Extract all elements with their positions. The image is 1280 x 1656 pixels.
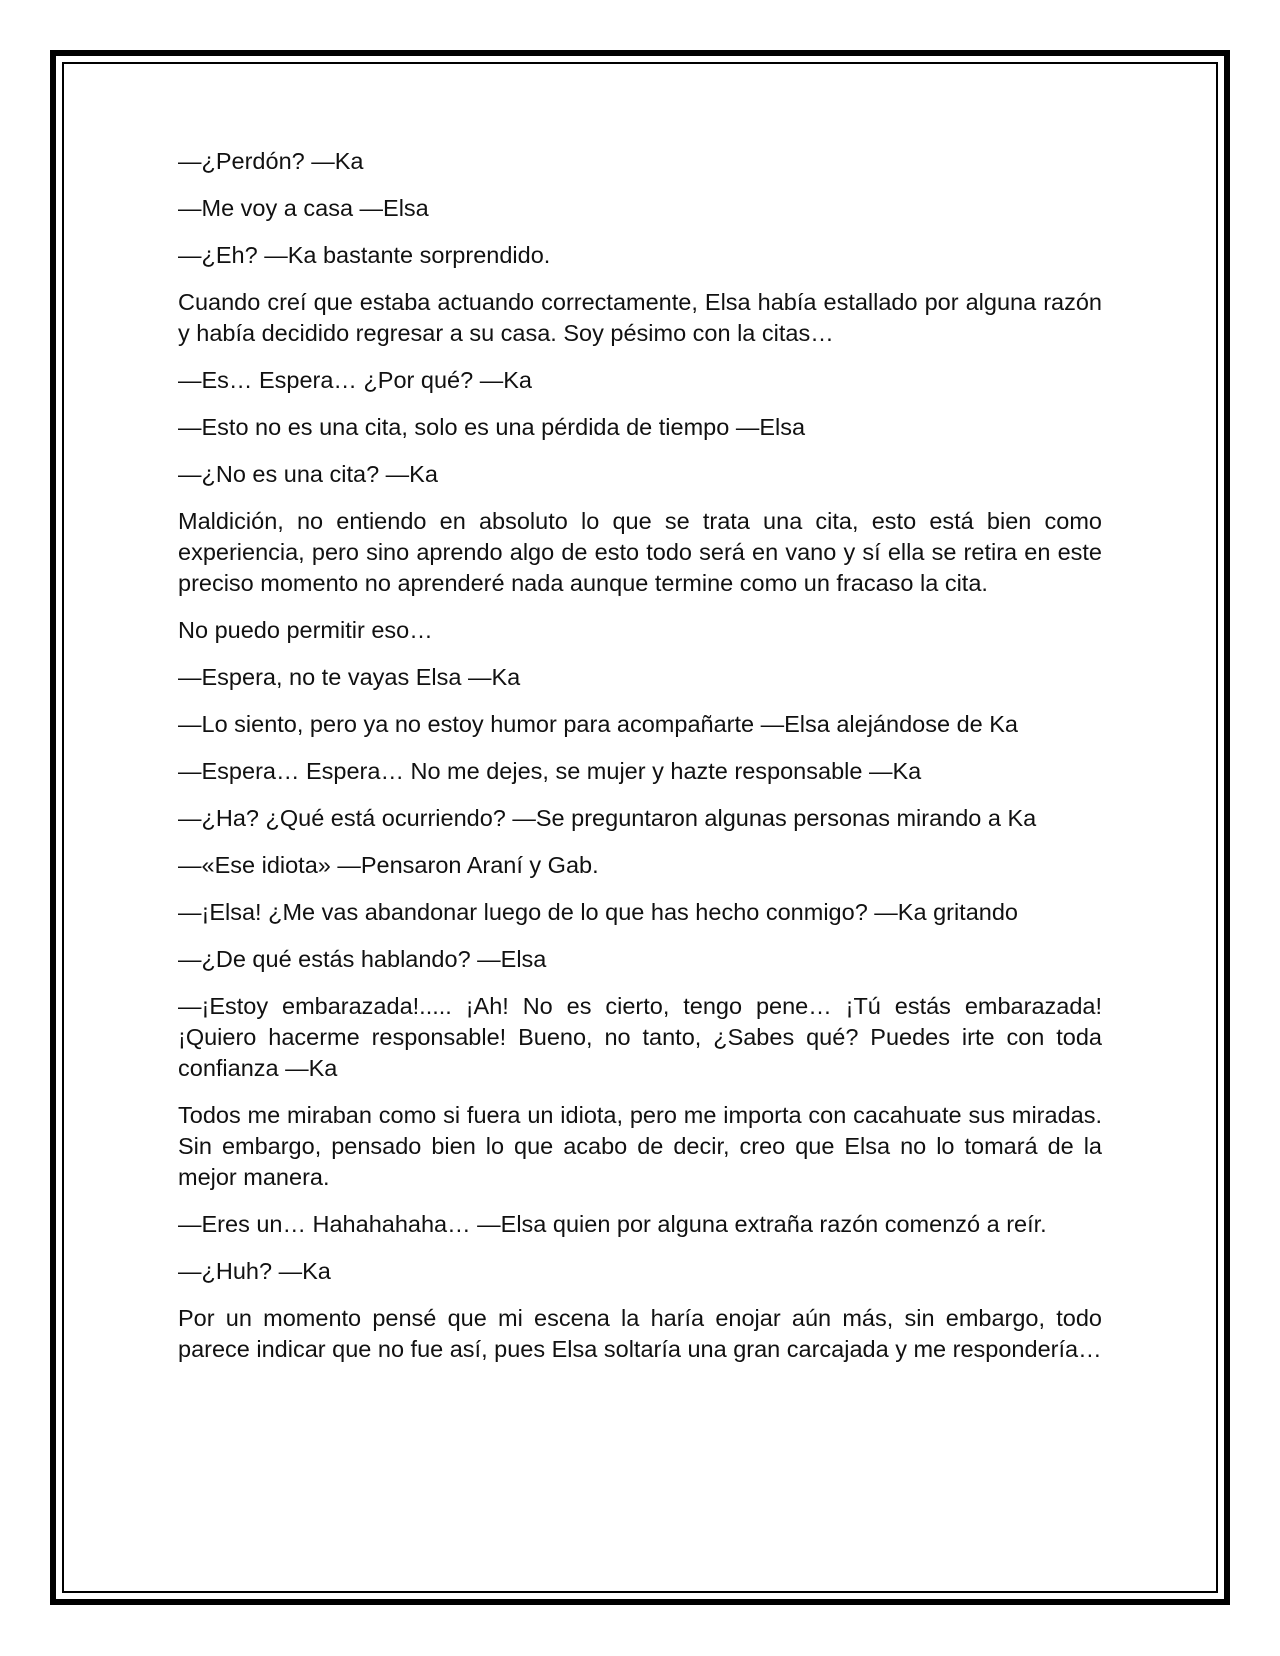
document-body xyxy=(178,146,1102,1381)
paragraph: —¿No es una cita? —Ka xyxy=(178,461,438,487)
paragraph: —¿Ha? ¿Qué está ocurriendo? —Se preguntaron algunas personas mirando a Ka xyxy=(178,805,1037,831)
paragraph: —Eres un… Hahahahaha… —Elsa quien por alguna extraña razón comenzó a reír. xyxy=(178,1211,1047,1237)
paragraph: —¿Huh? —Ka xyxy=(178,1258,331,1284)
paragraph: —¡Elsa! ¿Me vas abandonar luego de lo que has hecho conmigo? —Ka gritando xyxy=(178,899,1018,925)
paragraph: —Lo siento, pero ya no estoy humor para acompañarte —Elsa alejándose de Ka xyxy=(178,711,1018,737)
paragraph: Por un momento pensé que mi escena la haría enojar aún más, sin embargo, todo parece indicar que no fue así, pues Elsa soltaría una gran carcajada y me respondería… xyxy=(178,1305,1102,1362)
paragraph: Cuando creí que estaba actuando correctamente, Elsa había estallado por alguna razón y había decidido regresar a su casa. Soy pésimo con la citas… xyxy=(178,289,1102,346)
paragraph: Maldición, no entiendo en absoluto lo que se trata una cita, esto está bien como experiencia, pero sino aprendo algo de esto todo será en vano y sí ella se retira en este preciso momento no aprenderé nada aunque termine como un fracaso la cita. xyxy=(178,508,1102,596)
paragraph: —Me voy a casa —Elsa xyxy=(178,195,429,221)
paragraph: —Espera, no te vayas Elsa —Ka xyxy=(178,664,521,690)
paragraph: —Espera… Espera… No me dejes, se mujer y hazte responsable —Ka xyxy=(178,758,922,784)
paragraph: —¿Eh? —Ka bastante sorprendido. xyxy=(178,242,551,268)
paragraph: —¿De qué estás hablando? —Elsa xyxy=(178,946,547,972)
paragraph: —¡Estoy embarazada!..... ¡Ah! No es cierto, tengo pene… ¡Tú estás embarazada! ¡Quiero hacerme responsable! Bueno, no tanto, ¿Sabes qué? Puedes irte con toda confianza —Ka xyxy=(178,993,1102,1081)
paragraph: —«Ese idiota» —Pensaron Araní y Gab. xyxy=(178,852,599,878)
paragraph: —Es… Espera… ¿Por qué? —Ka xyxy=(178,367,532,393)
paragraph: No puedo permitir eso… xyxy=(178,617,433,643)
paragraph: —¿Perdón? —Ka xyxy=(178,148,364,174)
paragraph: —Esto no es una cita, solo es una pérdida de tiempo —Elsa xyxy=(178,414,806,440)
paragraph: Todos me miraban como si fuera un idiota, pero me importa con cacahuate sus miradas. Sin embargo, pensado bien lo que acabo de decir, creo que Elsa no lo tomará de la mejor manera. xyxy=(178,1102,1102,1190)
